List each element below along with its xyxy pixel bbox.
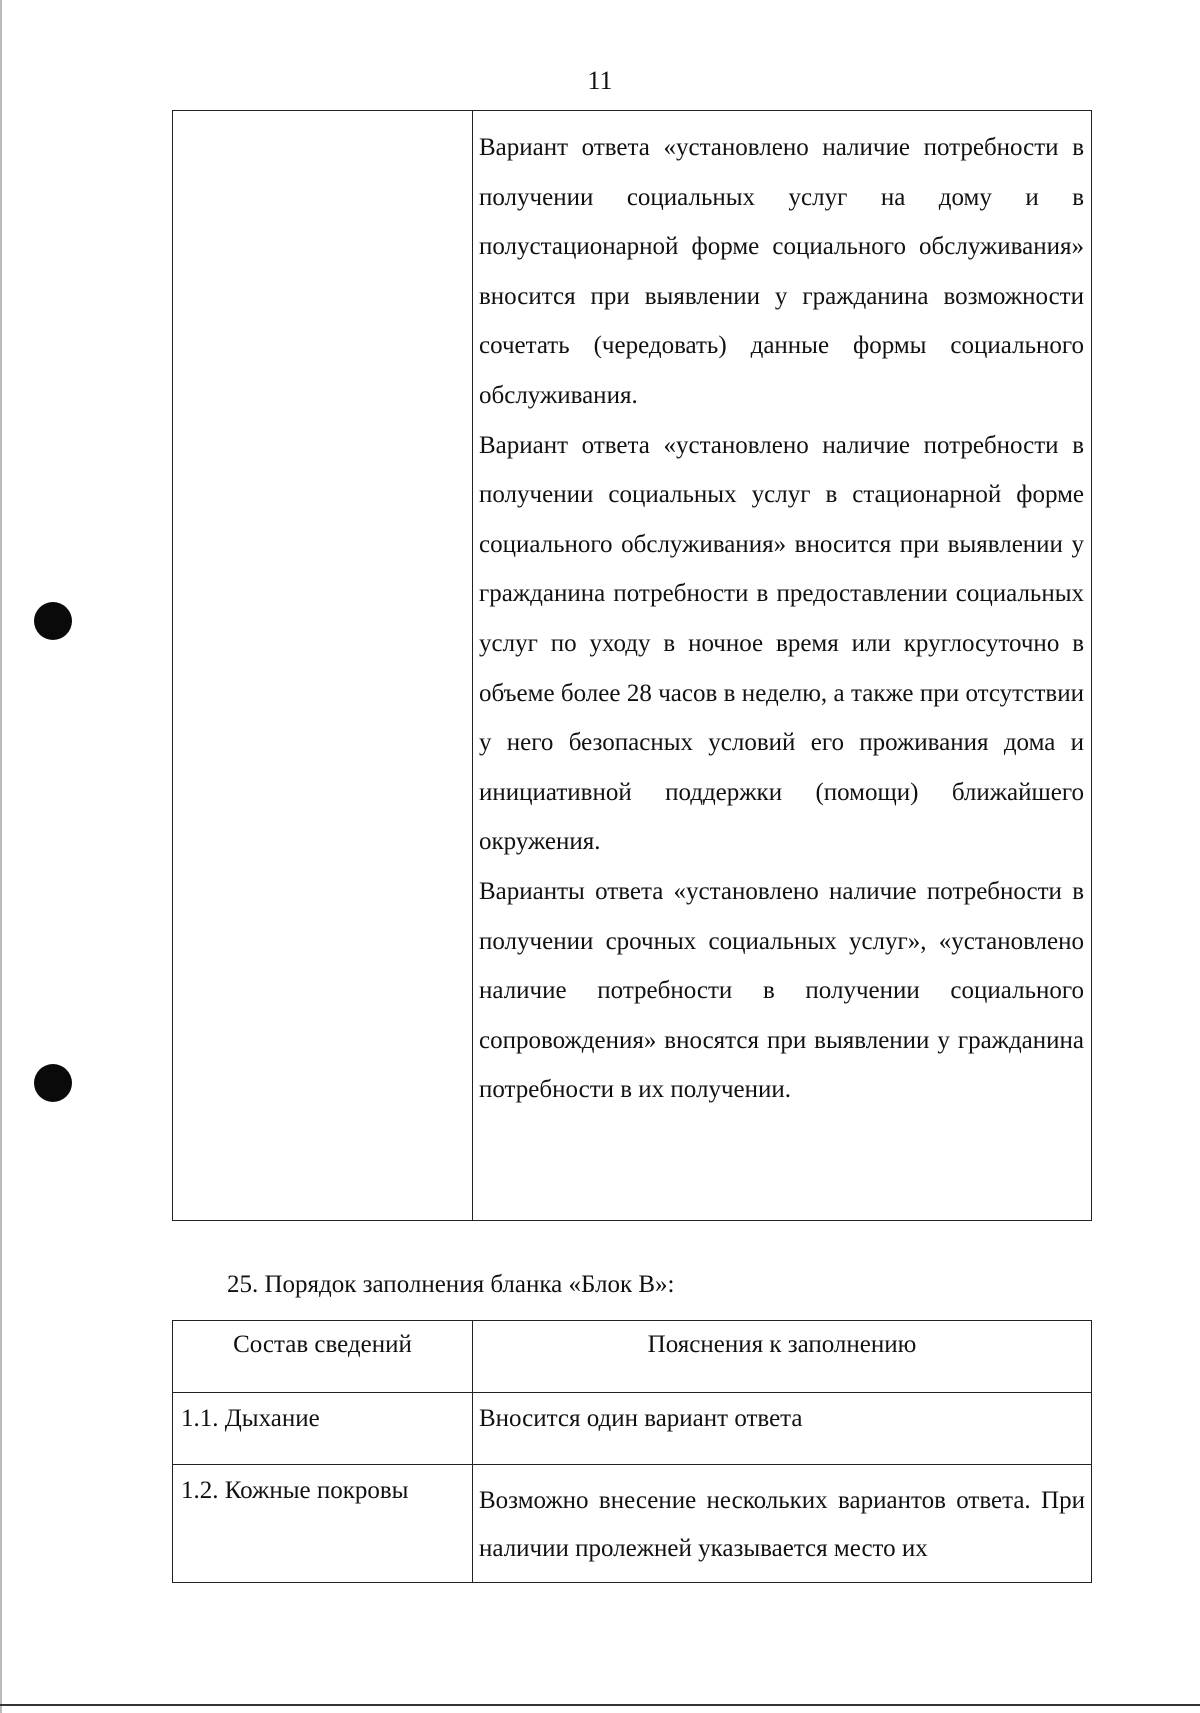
section-heading: 25. Порядок заполнения бланка «Блок В»: [227, 1271, 675, 1298]
continuation-table-right-cell [473, 111, 1091, 1220]
punch-hole-top [34, 602, 72, 640]
page-number: 11 [587, 66, 613, 95]
continuation-table-left-cell [173, 111, 473, 1220]
paragraph-stationary: Вариант ответа «установлено наличие потребности в получении социальных услуг в стационарной форме социального обслуживания» вносится при выявлении у гражданина потребности в предоставлении социальных услуг по уходу в ночное время или круглосуточно в объеме более 28 часов в неделю, а также при отсутствии у него безопасных условий его проживания дома и инициативной поддержки (помощи) ближайшего окружения. [479, 431, 1084, 856]
header-composition: Состав сведений [173, 1321, 473, 1393]
block-v-table [172, 1320, 1092, 1583]
paragraph-urgent-and-support: Варианты ответа «установлено наличие потребности в получении срочных социальных услуг», «установлено наличие потребности в получении социального сопровождения» вносятся при выявлении у гражданина потребности в их получении. [479, 877, 1084, 1104]
paragraph-home-and-semistationary: Вариант ответа «установлено наличие потребности в получении социальных услуг на дому и в полустационарной форме социального обслуживания» вносится при выявлении у гражданина возможности сочетать (чередовать) данные формы социального обслуживания. [479, 134, 1084, 409]
continuation-table [172, 110, 1092, 1221]
scan-left-edge [0, 0, 2, 1713]
header-explanations: Пояснения к заполнению [473, 1321, 1092, 1393]
table-row [173, 1465, 1092, 1583]
row-text-cell [473, 1465, 1092, 1583]
row-text: Вносится один вариант ответа [473, 1393, 1092, 1465]
scan-bottom-edge [0, 1704, 1200, 1706]
table-header-row [173, 1321, 1092, 1393]
row-label: 1.2. Кожные покровы [173, 1465, 473, 1583]
punch-hole-bottom [34, 1064, 72, 1102]
row-label: 1.1. Дыхание [173, 1393, 473, 1465]
row-text: Возможно внесение нескольких вариантов ответа. При наличии пролежней указывается место их [479, 1487, 1085, 1562]
table-row [173, 1393, 1092, 1465]
